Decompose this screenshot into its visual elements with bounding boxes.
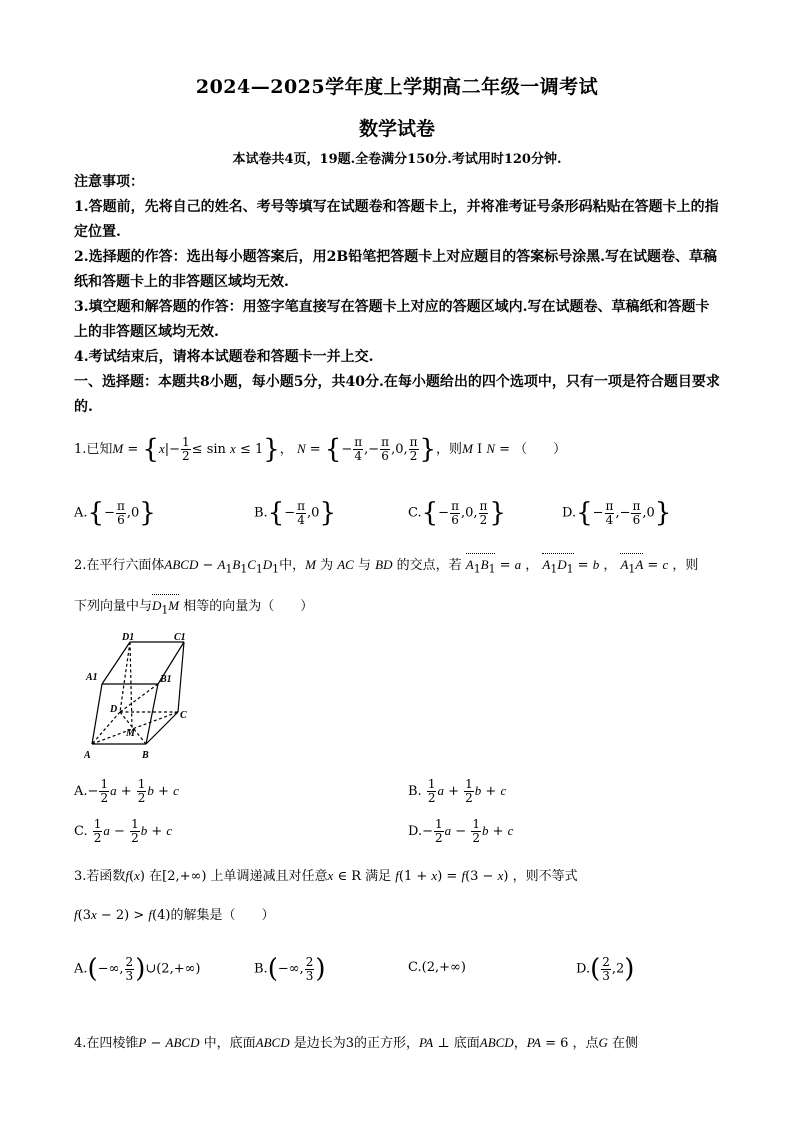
q1-option-d: D.{− $\frac{\pi}{4}$ ,− $\frac{\pi}{6}$ ,0}	[562, 498, 672, 528]
q2-option-b: B. $\frac{1}{2}$ a + $\frac{1}{2}$ b + c	[408, 777, 507, 805]
fig-label-b1: B1	[160, 674, 172, 685]
q1-mid: ，	[279, 442, 293, 457]
q2-option-a: A.− $\frac{1}{2}$ a + $\frac{1}{2}$ b + c	[74, 777, 179, 805]
q3-option-a: A.(−∞, $\frac{2}{3}$ )∪(2,+∞)	[74, 954, 201, 984]
notice-item-3: 3.填空题和解答题的作答：用签字笔直接写在答题卡上对应的答题区域内.写在试题卷、草稿纸和答题卡上的非答题区域均无效.	[74, 299, 710, 340]
fig-label-a: A	[84, 750, 91, 761]
notice-item-4: 4.考试结束后，请将本试题卷和答题卡一并上交.	[74, 349, 374, 365]
q2-option-c: C. $\frac{1}{2}$ a − $\frac{1}{2}$ b + c	[74, 817, 173, 845]
fig-label-c: C	[180, 710, 187, 721]
section-1-heading: 一、选择题：本题共8小题，每小题5分，共40分.在每小题给出的四个选项中，只有一项是符合题目要求的.	[74, 374, 720, 415]
q3-option-b: B.(−∞, $\frac{2}{3}$ )	[254, 954, 326, 984]
notice-item-2: 2.选择题的作答：选出每小题答案后，用2B铅笔把答题卡上对应题目的答案标号涂黑.写在试题卷、草稿纸和答题卡上的非答题区域均无效.	[74, 249, 718, 290]
question-1: 1.已知M = {x|− $\frac{1}{2}$ ≤ sin x ≤ 1}， N = {− $\frac{\pi}{4}$ ,− $\frac{\pi}{6}$ ,0, $\frac{\pi}{2}$ }，则M I N = （ ）	[74, 434, 567, 465]
question-2-line-2: 下列向量中与$D_1M$ 相等的向量为（ ）	[74, 597, 724, 620]
fig-label-d: D	[110, 704, 118, 715]
q1-option-c: C.{− $\frac{\pi}{6}$ ,0, $\frac{\pi}{2}$ }	[408, 498, 506, 528]
question-3-line-1: 3.若函数f(x) 在[2,+∞) 上单调递减且对任意x ∈ R 满足 f(1 + x) = f(3 − x) ，则不等式	[74, 868, 578, 884]
exam-title: 2024—2025学年度上学期高二年级一调考试	[195, 76, 599, 98]
q2-option-d: D.− $\frac{1}{2}$ a − $\frac{1}{2}$ b + c	[408, 817, 514, 845]
fig-label-c1: C1	[174, 632, 186, 643]
q1-tail: ，则	[436, 442, 463, 457]
fig-label-m: M	[126, 728, 135, 739]
notice-item-1: 1.答题前，先将自己的姓名、考号等填写在试题卷和答题卡上，并将准考证号条形码粘贴在答题卡上的指定位置.	[74, 199, 719, 240]
parallelepiped-figure	[84, 630, 194, 762]
fig-label-b: B	[142, 750, 149, 761]
question-3-line-2: f(3x − 2) > f(4)的解集是（ ）	[74, 907, 275, 923]
q3-option-d: D.( $\frac{2}{3}$ ,2)	[576, 954, 635, 984]
fig-label-d1: D1	[122, 632, 135, 643]
exam-subtitle: 数学试卷	[358, 118, 435, 140]
q1-lead: 1.已知	[74, 442, 113, 457]
q1-option-a: A.{− $\frac{\pi}{6}$ ,0}	[74, 498, 156, 528]
question-4: 4.在四棱锥P − ABCD 中，底面ABCD 是边长为3的正方形，PA ⊥ 底面ABCD，PA = 6 ，点G 在侧	[74, 1035, 639, 1051]
fig-label-a1: A1	[86, 672, 98, 683]
exam-info: 本试卷共4页，19题.全卷满分150分.考试用时120分钟.	[232, 152, 562, 167]
q1-option-b: B.{− $\frac{\pi}{4}$ ,0}	[254, 498, 336, 528]
notice-heading: 注意事项：	[74, 174, 144, 190]
question-2-line-1: 2.在平行六面体ABCD − $A_1B_1C_1D_1$中，M 为 AC 与 BD 的交点，若 $A_1B_1 = a$ ， $A_1D_1 = b$ ， $A_1A = c$ ，则	[74, 556, 724, 579]
q1-blank: （ ）	[514, 442, 567, 457]
q3-option-c: C.(2,+∞)	[408, 960, 466, 975]
